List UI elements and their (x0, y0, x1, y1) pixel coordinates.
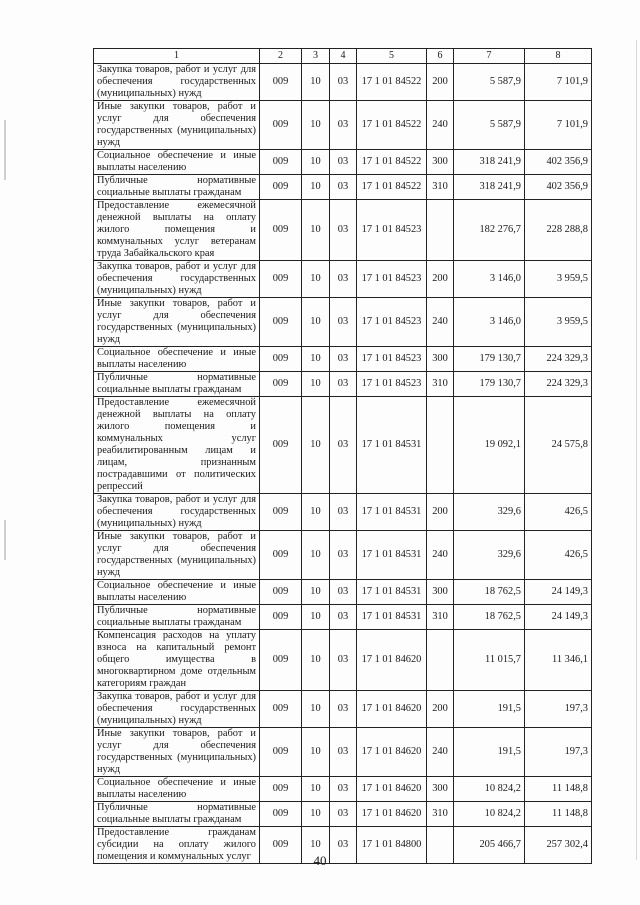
expense-type-cell (427, 630, 454, 691)
column-header: 7 (454, 49, 525, 64)
expense-type-cell: 300 (427, 580, 454, 605)
subsection-cell: 03 (330, 150, 357, 175)
table-row (94, 175, 592, 200)
subsection-cell: 03 (330, 397, 357, 494)
section-cell: 10 (302, 630, 330, 691)
amount-year2-cell: 224 329,3 (525, 347, 592, 372)
row-name-cell: Социальное обеспечение и иные выплаты населению (94, 580, 260, 605)
row-name-cell: Закупка товаров, работ и услуг для обеспечения государственных (муниципальных) нужд (94, 691, 260, 728)
expense-type-cell: 200 (427, 691, 454, 728)
code-admin-cell: 009 (260, 728, 302, 777)
amount-year2-cell: 7 101,9 (525, 64, 592, 101)
code-admin-cell: 009 (260, 347, 302, 372)
expense-type-cell: 200 (427, 494, 454, 531)
table-body (94, 64, 592, 864)
section-cell: 10 (302, 580, 330, 605)
amount-year2-cell: 11 346,1 (525, 630, 592, 691)
amount-year2-cell: 426,5 (525, 494, 592, 531)
target-article-cell: 17 1 01 84522 (357, 150, 427, 175)
amount-year1-cell: 318 241,9 (454, 150, 525, 175)
section-cell: 10 (302, 691, 330, 728)
section-cell: 10 (302, 200, 330, 261)
table-row (94, 150, 592, 175)
row-name-cell: Социальное обеспечение и иные выплаты населению (94, 347, 260, 372)
subsection-cell: 03 (330, 200, 357, 261)
expense-type-cell: 240 (427, 531, 454, 580)
subsection-cell: 03 (330, 347, 357, 372)
table-row (94, 531, 592, 580)
target-article-cell: 17 1 01 84531 (357, 580, 427, 605)
subsection-cell: 03 (330, 802, 357, 827)
subsection-cell: 03 (330, 531, 357, 580)
amount-year2-cell: 426,5 (525, 531, 592, 580)
table-row (94, 728, 592, 777)
subsection-cell: 03 (330, 494, 357, 531)
section-cell: 10 (302, 728, 330, 777)
section-cell: 10 (302, 802, 330, 827)
expense-type-cell: 240 (427, 728, 454, 777)
table-row (94, 101, 592, 150)
target-article-cell: 17 1 01 84523 (357, 200, 427, 261)
section-cell: 10 (302, 531, 330, 580)
table-header-row (94, 49, 592, 64)
expense-type-cell: 300 (427, 150, 454, 175)
amount-year2-cell: 24 149,3 (525, 605, 592, 630)
expense-type-cell (427, 200, 454, 261)
section-cell: 10 (302, 494, 330, 531)
subsection-cell: 03 (330, 372, 357, 397)
row-name-cell: Иные закупки товаров, работ и услуг для обеспечения государственных (муниципальных) нужд (94, 298, 260, 347)
row-name-cell: Публичные нормативные социальные выплаты гражданам (94, 372, 260, 397)
section-cell: 10 (302, 397, 330, 494)
amount-year1-cell: 5 587,9 (454, 64, 525, 101)
expense-type-cell: 310 (427, 802, 454, 827)
code-admin-cell: 009 (260, 101, 302, 150)
section-cell: 10 (302, 777, 330, 802)
row-name-cell: Компенсация расходов на уплату взноса на капитальный ремонт общего имущества в многоквартирном доме отдельным категориям граждан (94, 630, 260, 691)
table-row (94, 261, 592, 298)
row-name-cell: Социальное обеспечение и иные выплаты населению (94, 777, 260, 802)
subsection-cell: 03 (330, 64, 357, 101)
expense-type-cell: 310 (427, 605, 454, 630)
amount-year1-cell: 11 015,7 (454, 630, 525, 691)
section-cell: 10 (302, 101, 330, 150)
row-name-cell: Закупка товаров, работ и услуг для обеспечения государственных (муниципальных) нужд (94, 64, 260, 101)
amount-year2-cell: 11 148,8 (525, 777, 592, 802)
row-name-cell: Публичные нормативные социальные выплаты гражданам (94, 605, 260, 630)
amount-year1-cell: 10 824,2 (454, 777, 525, 802)
row-name-cell: Иные закупки товаров, работ и услуг для обеспечения государственных (муниципальных) нужд (94, 531, 260, 580)
row-name-cell: Предоставление ежемесячной денежной выплаты на оплату жилого помещения и коммунальных услуг ветеранам труда Забайкальского края (94, 200, 260, 261)
table-row (94, 777, 592, 802)
amount-year1-cell: 5 587,9 (454, 101, 525, 150)
subsection-cell: 03 (330, 777, 357, 802)
code-admin-cell: 009 (260, 64, 302, 101)
amount-year1-cell: 18 762,5 (454, 605, 525, 630)
amount-year2-cell: 257 302,4 (525, 827, 592, 864)
target-article-cell: 17 1 01 84523 (357, 347, 427, 372)
target-article-cell: 17 1 01 84620 (357, 802, 427, 827)
table-row (94, 494, 592, 531)
amount-year2-cell: 3 959,5 (525, 298, 592, 347)
code-admin-cell: 009 (260, 531, 302, 580)
table-row (94, 347, 592, 372)
expense-type-cell: 200 (427, 261, 454, 298)
subsection-cell: 03 (330, 605, 357, 630)
column-header: 8 (525, 49, 592, 64)
column-header: 2 (260, 49, 302, 64)
amount-year1-cell: 191,5 (454, 728, 525, 777)
scan-edge-mark (4, 120, 6, 180)
table-row (94, 372, 592, 397)
expense-type-cell: 310 (427, 175, 454, 200)
code-admin-cell: 009 (260, 580, 302, 605)
amount-year1-cell: 3 146,0 (454, 298, 525, 347)
expense-type-cell: 240 (427, 298, 454, 347)
amount-year1-cell: 179 130,7 (454, 347, 525, 372)
amount-year1-cell: 329,6 (454, 531, 525, 580)
amount-year2-cell: 228 288,8 (525, 200, 592, 261)
section-cell: 10 (302, 175, 330, 200)
code-admin-cell: 009 (260, 691, 302, 728)
row-name-cell: Предоставление гражданам субсидии на оплату жилого помещения и коммунальных услуг (94, 827, 260, 864)
table-row (94, 630, 592, 691)
subsection-cell: 03 (330, 175, 357, 200)
amount-year1-cell: 182 276,7 (454, 200, 525, 261)
amount-year2-cell: 402 356,9 (525, 150, 592, 175)
target-article-cell: 17 1 01 84523 (357, 298, 427, 347)
scan-edge-mark (4, 520, 6, 560)
page-number: 40 (313, 853, 327, 868)
amount-year1-cell: 19 092,1 (454, 397, 525, 494)
subsection-cell: 03 (330, 580, 357, 605)
amount-year2-cell: 224 329,3 (525, 372, 592, 397)
target-article-cell: 17 1 01 84522 (357, 175, 427, 200)
target-article-cell: 17 1 01 84531 (357, 494, 427, 531)
section-cell: 10 (302, 64, 330, 101)
code-admin-cell: 009 (260, 150, 302, 175)
code-admin-cell: 009 (260, 200, 302, 261)
expense-type-cell: 300 (427, 347, 454, 372)
code-admin-cell: 009 (260, 494, 302, 531)
target-article-cell: 17 1 01 84800 (357, 827, 427, 864)
target-article-cell: 17 1 01 84620 (357, 777, 427, 802)
expense-type-cell: 240 (427, 101, 454, 150)
code-admin-cell: 009 (260, 827, 302, 864)
table-row (94, 802, 592, 827)
column-header: 5 (357, 49, 427, 64)
row-name-cell: Иные закупки товаров, работ и услуг для обеспечения государственных (муниципальных) нужд (94, 101, 260, 150)
table-row (94, 580, 592, 605)
section-cell: 10 (302, 347, 330, 372)
code-admin-cell: 009 (260, 372, 302, 397)
row-name-cell: Иные закупки товаров, работ и услуг для обеспечения государственных (муниципальных) нужд (94, 728, 260, 777)
amount-year2-cell: 402 356,9 (525, 175, 592, 200)
expense-type-cell: 200 (427, 64, 454, 101)
expense-type-cell: 310 (427, 372, 454, 397)
row-name-cell: Публичные нормативные социальные выплаты гражданам (94, 802, 260, 827)
section-cell: 10 (302, 261, 330, 298)
target-article-cell: 17 1 01 84531 (357, 397, 427, 494)
code-admin-cell: 009 (260, 175, 302, 200)
target-article-cell: 17 1 01 84620 (357, 691, 427, 728)
target-article-cell: 17 1 01 84620 (357, 630, 427, 691)
amount-year1-cell: 10 824,2 (454, 802, 525, 827)
code-admin-cell: 009 (260, 802, 302, 827)
amount-year1-cell: 329,6 (454, 494, 525, 531)
column-header: 1 (94, 49, 260, 64)
section-cell: 10 (302, 298, 330, 347)
amount-year2-cell: 3 959,5 (525, 261, 592, 298)
subsection-cell: 03 (330, 261, 357, 298)
target-article-cell: 17 1 01 84531 (357, 605, 427, 630)
budget-table (93, 48, 592, 864)
row-name-cell: Социальное обеспечение и иные выплаты населению (94, 150, 260, 175)
amount-year2-cell: 24 149,3 (525, 580, 592, 605)
section-cell: 10 (302, 372, 330, 397)
table-row (94, 64, 592, 101)
code-admin-cell: 009 (260, 397, 302, 494)
amount-year2-cell: 197,3 (525, 691, 592, 728)
subsection-cell: 03 (330, 691, 357, 728)
code-admin-cell: 009 (260, 298, 302, 347)
amount-year2-cell: 197,3 (525, 728, 592, 777)
code-admin-cell: 009 (260, 630, 302, 691)
amount-year1-cell: 3 146,0 (454, 261, 525, 298)
subsection-cell: 03 (330, 827, 357, 864)
code-admin-cell: 009 (260, 605, 302, 630)
amount-year1-cell: 191,5 (454, 691, 525, 728)
expense-type-cell (427, 397, 454, 494)
section-cell: 10 (302, 827, 330, 864)
target-article-cell: 17 1 01 84620 (357, 728, 427, 777)
subsection-cell: 03 (330, 298, 357, 347)
target-article-cell: 17 1 01 84522 (357, 64, 427, 101)
row-name-cell: Публичные нормативные социальные выплаты гражданам (94, 175, 260, 200)
amount-year1-cell: 318 241,9 (454, 175, 525, 200)
section-cell: 10 (302, 150, 330, 175)
expense-type-cell: 300 (427, 777, 454, 802)
table-row (94, 397, 592, 494)
column-header: 3 (302, 49, 330, 64)
target-article-cell: 17 1 01 84523 (357, 372, 427, 397)
table-row (94, 605, 592, 630)
subsection-cell: 03 (330, 728, 357, 777)
row-name-cell: Закупка товаров, работ и услуг для обеспечения государственных (муниципальных) нужд (94, 261, 260, 298)
subsection-cell: 03 (330, 101, 357, 150)
amount-year1-cell: 205 466,7 (454, 827, 525, 864)
column-header: 6 (427, 49, 454, 64)
table-row (94, 200, 592, 261)
row-name-cell: Закупка товаров, работ и услуг для обеспечения государственных (муниципальных) нужд (94, 494, 260, 531)
amount-year1-cell: 18 762,5 (454, 580, 525, 605)
amount-year2-cell: 7 101,9 (525, 101, 592, 150)
row-name-cell: Предоставление ежемесячной денежной выплаты на оплату жилого помещения и коммунальных услуг реабилитированным лицам и лицам, признанным пострадавшими от политических репрессий (94, 397, 260, 494)
table-row (94, 691, 592, 728)
subsection-cell: 03 (330, 630, 357, 691)
target-article-cell: 17 1 01 84523 (357, 261, 427, 298)
section-cell: 10 (302, 605, 330, 630)
column-header: 4 (330, 49, 357, 64)
target-article-cell: 17 1 01 84531 (357, 531, 427, 580)
scan-edge-mark (636, 40, 637, 860)
code-admin-cell: 009 (260, 261, 302, 298)
code-admin-cell: 009 (260, 777, 302, 802)
amount-year2-cell: 11 148,8 (525, 802, 592, 827)
amount-year1-cell: 179 130,7 (454, 372, 525, 397)
amount-year2-cell: 24 575,8 (525, 397, 592, 494)
table-row (94, 298, 592, 347)
target-article-cell: 17 1 01 84522 (357, 101, 427, 150)
